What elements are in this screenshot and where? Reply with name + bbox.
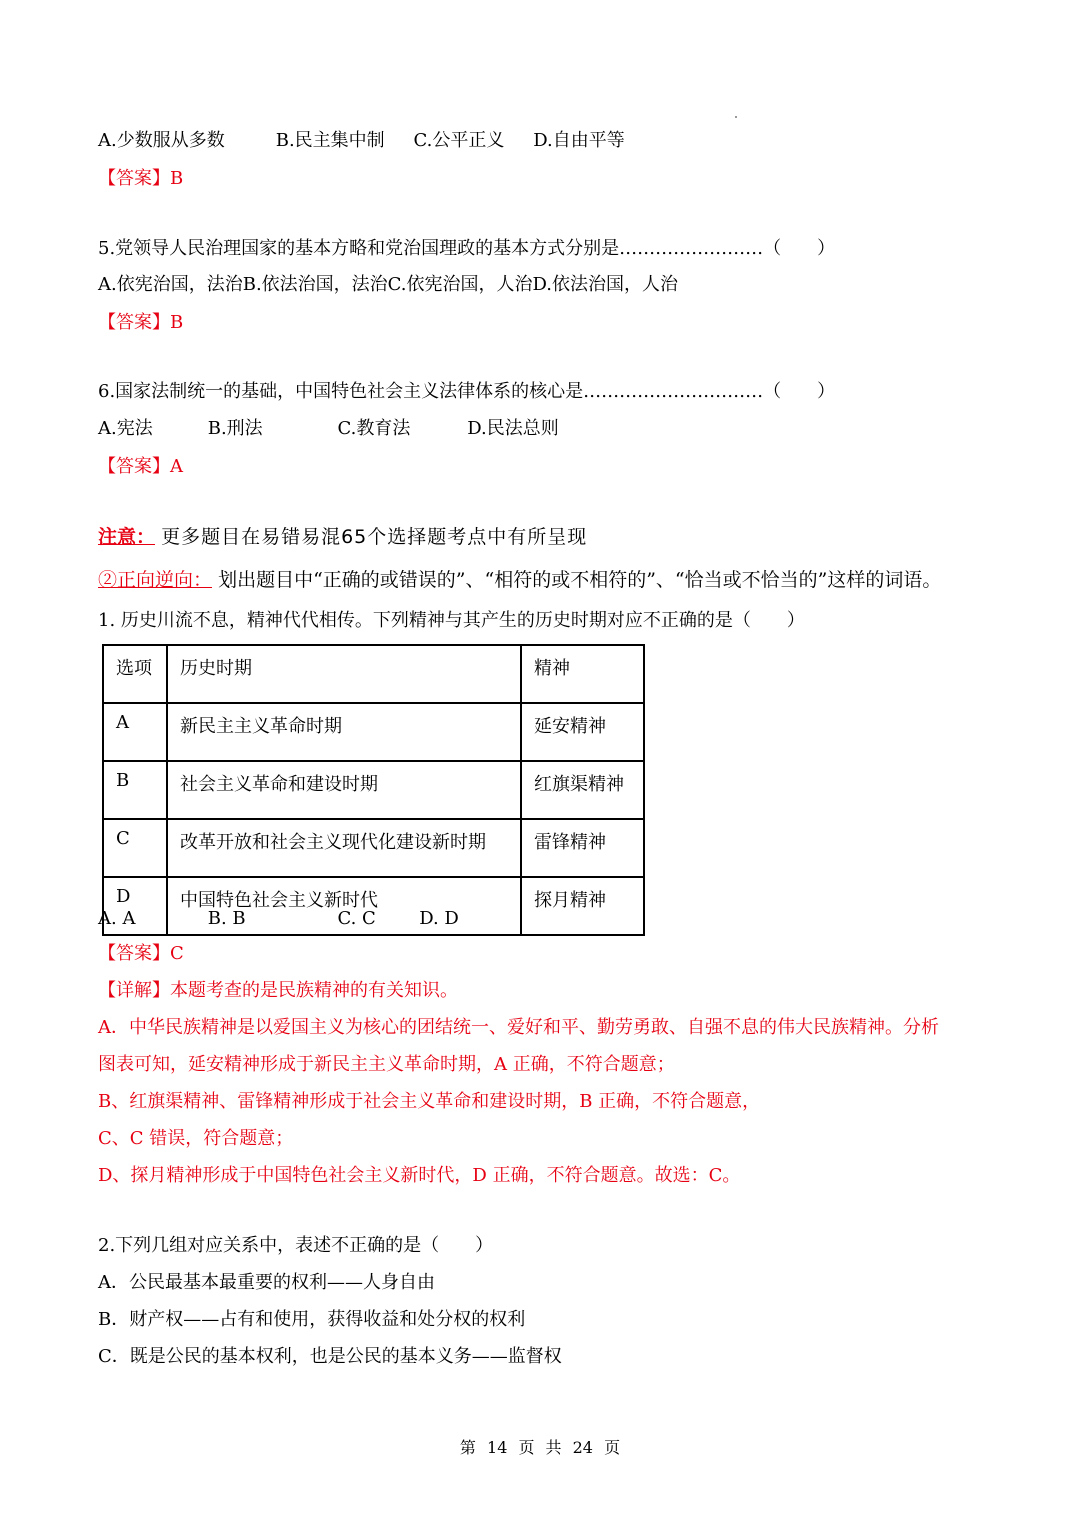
- fq1-answer: 【答案】C: [98, 943, 184, 964]
- table-cell: A: [103, 703, 167, 761]
- fq1-explain-line: 【详解】本题考查的是民族精神的有关知识。: [98, 980, 458, 1001]
- q4-option-d: D.自由平等: [533, 130, 625, 151]
- fq1-options: [98, 906, 459, 932]
- table-cell: B: [103, 761, 167, 819]
- fq1-option-b: B. B: [207, 908, 246, 929]
- q4-options: [98, 128, 625, 154]
- fq1-option-d: D. D: [419, 908, 459, 929]
- fq2-option-a: A．公民最基本最重要的权利——人身自由: [98, 1272, 435, 1293]
- table-header-cell: 选项: [103, 645, 167, 703]
- table-header-cell: 精神: [521, 645, 644, 703]
- q6-stem: 6.国家法制统一的基础，中国特色社会主义法律体系的核心是…………………………（ ）: [98, 381, 836, 402]
- table-row: [103, 761, 644, 819]
- q6-options: [98, 416, 559, 442]
- fq1-explain-line: A．中华民族精神是以爱国主义为核心的团结统一、爱好和平、勤劳勇敢、自强不息的伟大民族精神。分析: [98, 1017, 939, 1038]
- table-cell: D: [103, 877, 167, 935]
- table-cell: 社会主义革命和建设时期: [167, 761, 521, 819]
- scan-dot: [735, 116, 737, 118]
- note-label: 注意：: [98, 526, 156, 548]
- q4-answer: 【答案】B: [98, 168, 184, 189]
- q5-answer: 【答案】B: [98, 312, 184, 333]
- fq1-stem: 1. 历史川流不息，精神代代相传。下列精神与其产生的历史时期对应不正确的是（ ）: [98, 610, 805, 631]
- page-footer: 第 14 页 共 24 页: [459, 1438, 621, 1457]
- spirit-table: [102, 644, 645, 936]
- table-cell: C: [103, 819, 167, 877]
- fq2-stem: 2.下列几组对应关系中，表述不正确的是（ ）: [98, 1235, 494, 1256]
- table-cell: 中国特色社会主义新时代: [167, 877, 521, 935]
- table-cell: 改革开放和社会主义现代化建设新时期: [167, 819, 521, 877]
- table-cell: 红旗渠精神: [521, 761, 644, 819]
- q5-options: A.依宪治国，法治B.依法治国，法治C.依宪治国，人治D.依法治国，人治: [98, 274, 679, 295]
- q6-option-c: C.教育法: [337, 418, 411, 439]
- table-row: [103, 703, 644, 761]
- forward-label: ②正向逆向：: [98, 569, 213, 591]
- fq1-explain-line: 图表可知，延安精神形成于新民主主义革命时期，A 正确，不符合题意；: [98, 1054, 675, 1075]
- q6-option-d: D.民法总则: [467, 418, 559, 439]
- table-row: [103, 819, 644, 877]
- q6-option-a: A.宪法: [98, 418, 153, 439]
- fq1-explain-line: D、探月精神形成于中国特色社会主义新时代，D 正确，不符合题意。故选：C。: [98, 1165, 741, 1186]
- q4-option-c: C.公平正义: [413, 130, 505, 151]
- q6-answer: 【答案】A: [98, 456, 183, 477]
- table-cell: 探月精神: [521, 877, 644, 935]
- forward-text: 划出题目中“正确的或错误的”、“相符的或不相符的”、“恰当或不恰当的”这样的词语。: [218, 569, 942, 591]
- table-cell: 新民主主义革命时期: [167, 703, 521, 761]
- table-header-cell: 历史时期: [167, 645, 521, 703]
- note-text: 更多题目在易错易混65个选择题考点中有所呈现: [161, 526, 588, 548]
- fq2-option-b: B．财产权——占有和使用，获得收益和处分权的权利: [98, 1309, 526, 1330]
- note-line: [98, 524, 587, 550]
- table-cell: 雷锋精神: [521, 819, 644, 877]
- fq1-explain-line: C、C 错误，符合题意；: [98, 1128, 294, 1149]
- fq2-option-c: C．既是公民的基本权利，也是公民的基本义务——监督权: [98, 1346, 562, 1367]
- fq1-option-c: C. C: [337, 908, 376, 929]
- table-cell: 延安精神: [521, 703, 644, 761]
- fq1-explain-line: B、红旗渠精神、雷锋精神形成于社会主义革命和建设时期，B 正确，不符合题意，: [98, 1091, 761, 1112]
- fq1-option-a: A. A: [98, 908, 136, 929]
- q6-option-b: B.刑法: [207, 418, 263, 439]
- table-header-row: [103, 645, 644, 703]
- forward-line: [98, 567, 941, 593]
- q4-option-b: B.民主集中制: [275, 130, 385, 151]
- q5-stem: 5.党领导人民治理国家的基本方略和党治国理政的基本方式分别是……………………（ ）: [98, 238, 836, 259]
- q4-option-a: A.少数服从多数: [98, 130, 225, 151]
